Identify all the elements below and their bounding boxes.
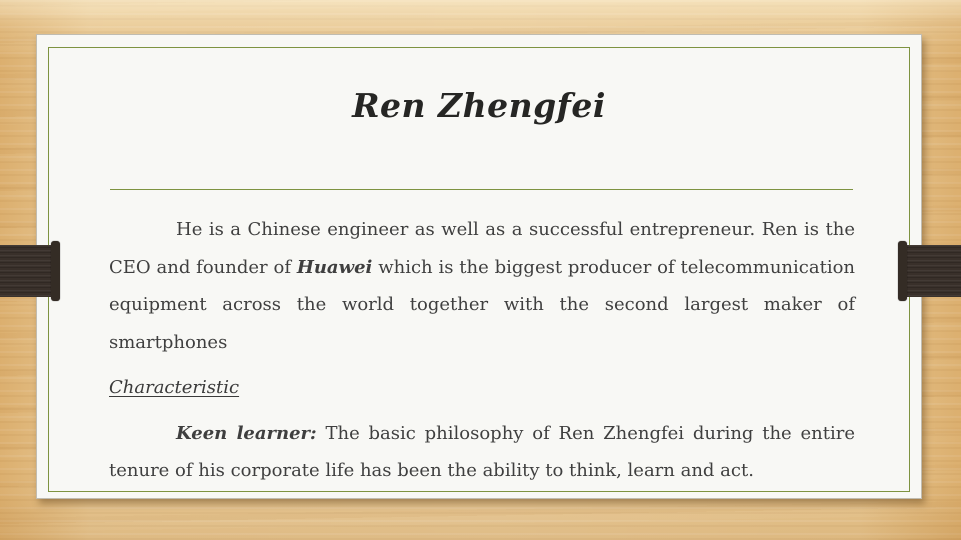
right-clamp-band xyxy=(903,245,961,297)
keen-learner-lead: Keen learner: xyxy=(176,422,317,444)
right-clamp-lip xyxy=(898,241,907,301)
slide-body xyxy=(109,211,855,490)
slide-card xyxy=(36,34,922,499)
intro-text-before: He is a Chinese engineer as well as a successful entrepreneur. Ren is the CEO and founder of xyxy=(109,219,855,278)
slide-title: Ren Zhengfei xyxy=(352,86,606,125)
keen-learner-paragraph xyxy=(109,415,855,490)
characteristic-heading: Characteristic xyxy=(109,377,240,398)
keen-learner-text: The basic philosophy of Ren Zhengfei during the entire tenure of his corporate life has been the ability to think, learn and act. xyxy=(109,422,855,481)
left-clamp-lip xyxy=(51,241,60,301)
intro-paragraph xyxy=(109,211,855,361)
left-clamp-band xyxy=(0,245,55,297)
title-separator-line xyxy=(110,189,853,190)
intro-text-after: which is the biggest producer of telecommunication equipment across the world together with the second largest maker of smartphones xyxy=(109,256,856,353)
huawei-bold-text: Huawei xyxy=(296,256,373,278)
